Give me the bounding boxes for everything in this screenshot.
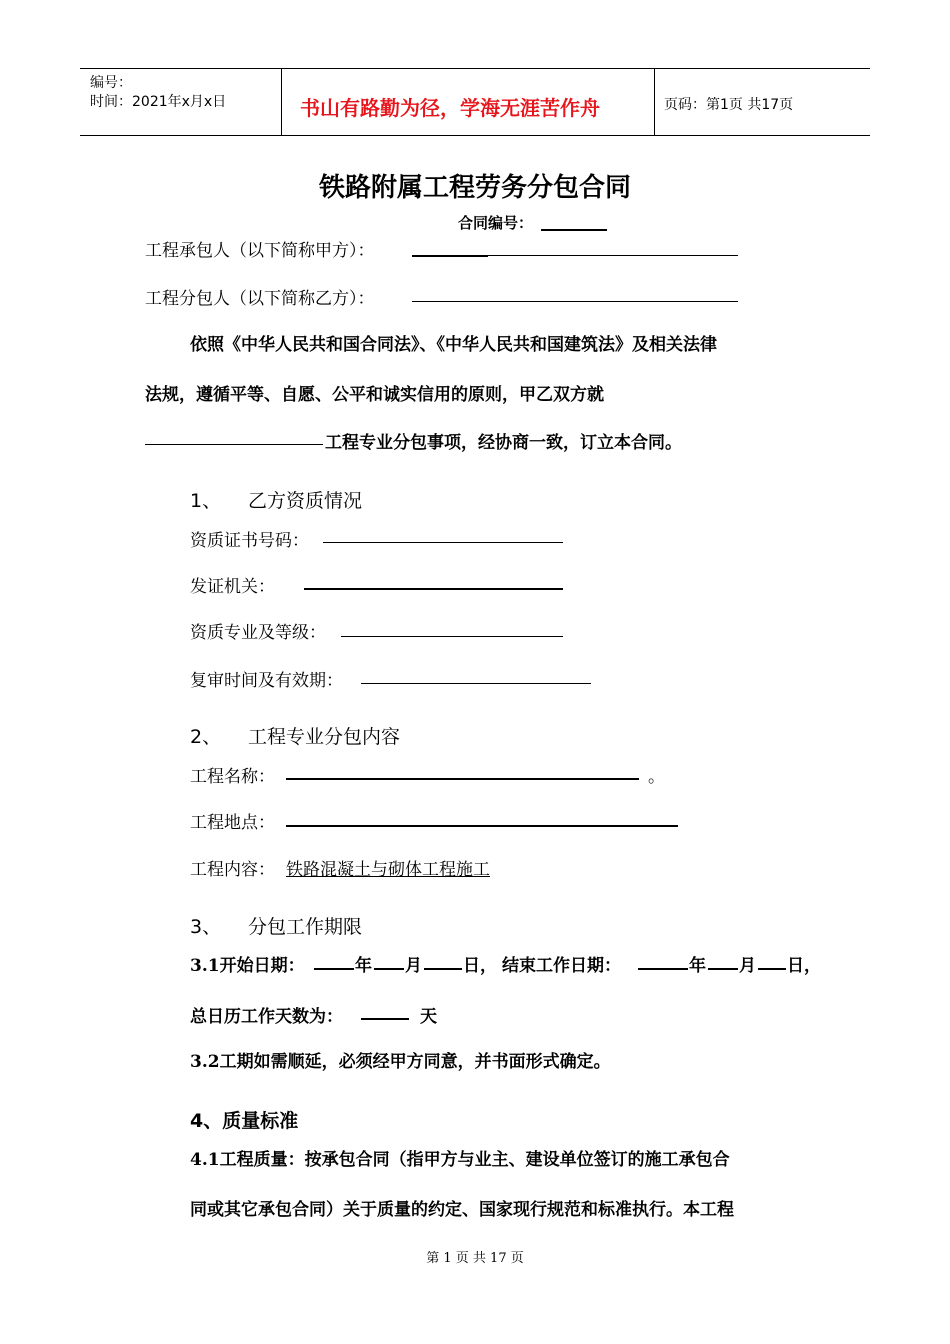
total-days-unit: 天 bbox=[420, 1007, 437, 1027]
specialty-blank bbox=[341, 636, 563, 637]
contractor-blank-bold bbox=[412, 255, 488, 257]
header-time-label: 时间：2021年x月x日 bbox=[90, 94, 227, 110]
header-bottom-border bbox=[80, 135, 870, 136]
end-month-blank bbox=[708, 968, 738, 970]
document-title: 铁路附属工程劳务分包合同 bbox=[318, 173, 631, 203]
section-1-number: 1、 bbox=[190, 490, 222, 512]
contract-number-label: 合同编号： bbox=[458, 214, 534, 232]
project-location-blank bbox=[286, 825, 678, 827]
header-top-border bbox=[80, 68, 870, 69]
contractor-blank bbox=[488, 255, 738, 256]
subcontractor-blank bbox=[412, 301, 738, 302]
project-name-field-blank bbox=[286, 778, 639, 780]
total-days-label: 总日历工作天数为： bbox=[190, 1007, 343, 1027]
start-year-blank bbox=[314, 968, 354, 970]
cert-number-label: 资质证书号码： bbox=[190, 531, 309, 551]
project-name-label: 工程名称： bbox=[190, 767, 275, 787]
section-3-title: 分包工作期限 bbox=[248, 916, 363, 938]
contractor-label: 工程承包人（以下简称甲方）： bbox=[145, 241, 375, 261]
contract-number-blank bbox=[541, 229, 607, 231]
start-month-unit: 月 bbox=[405, 956, 422, 976]
header-page-label: 页码：第1页 共17页 bbox=[664, 97, 794, 113]
start-date-label: 3.1开始日期： bbox=[190, 956, 305, 976]
start-year-unit: 年 bbox=[355, 956, 372, 976]
project-location-label: 工程地点： bbox=[190, 813, 275, 833]
end-year-unit: 年 bbox=[689, 956, 706, 976]
project-name-period: 。 bbox=[648, 767, 665, 787]
header-slogan: 书山有路勤为径，学海无涯苦作舟 bbox=[300, 96, 600, 120]
project-name-blank bbox=[145, 444, 323, 445]
cert-number-blank bbox=[323, 542, 563, 543]
extension-clause: 3.2工期如需顺延，必须经甲方同意，并书面形式确定。 bbox=[190, 1052, 611, 1072]
intro-line-3: 工程专业分包事项，经协商一致，订立本合同。 bbox=[325, 433, 682, 453]
end-date-label: 结束工作日期： bbox=[502, 956, 621, 976]
end-month-unit: 月 bbox=[739, 956, 756, 976]
review-blank bbox=[361, 683, 591, 684]
review-label: 复审时间及有效期： bbox=[190, 671, 343, 691]
intro-line-1: 依照《中华人民共和国合同法》、《中华人民共和国建筑法》及相关法律 bbox=[190, 335, 717, 355]
header-divider bbox=[654, 68, 655, 136]
issuer-label: 发证机关： bbox=[190, 577, 275, 597]
project-content-value: 铁路混凝土与砌体工程施工 bbox=[286, 860, 490, 880]
end-day-unit: 日， bbox=[787, 956, 821, 976]
issuer-blank bbox=[304, 588, 563, 590]
total-days-blank bbox=[361, 1018, 409, 1020]
header-number-label: 编号： bbox=[90, 75, 132, 91]
start-day-unit: 日， bbox=[463, 956, 497, 976]
start-month-blank bbox=[374, 968, 404, 970]
section-4-title: 4、质量标准 bbox=[190, 1110, 299, 1132]
project-content-label: 工程内容： bbox=[190, 860, 275, 880]
section-2-number: 2、 bbox=[190, 726, 222, 748]
section-1-title: 乙方资质情况 bbox=[248, 490, 363, 512]
quality-line-1: 4.1工程质量：按承包合同（指甲方与业主、建设单位签订的施工承包合 bbox=[190, 1150, 730, 1170]
quality-line-2: 同或其它承包合同）关于质量的约定、国家现行规范和标准执行。本工程 bbox=[190, 1200, 734, 1220]
end-year-blank bbox=[638, 968, 688, 970]
section-2-title: 工程专业分包内容 bbox=[248, 726, 401, 748]
header-divider bbox=[281, 68, 282, 136]
end-day-blank bbox=[758, 968, 786, 970]
subcontractor-label: 工程分包人（以下简称乙方）： bbox=[145, 289, 375, 309]
intro-line-2: 法规，遵循平等、自愿、公平和诚实信用的原则，甲乙双方就 bbox=[145, 385, 604, 405]
section-3-number: 3、 bbox=[190, 916, 222, 938]
page-footer: 第 1 页 共 17 页 bbox=[426, 1251, 524, 1266]
start-day-blank bbox=[424, 968, 462, 970]
specialty-label: 资质专业及等级： bbox=[190, 623, 326, 643]
